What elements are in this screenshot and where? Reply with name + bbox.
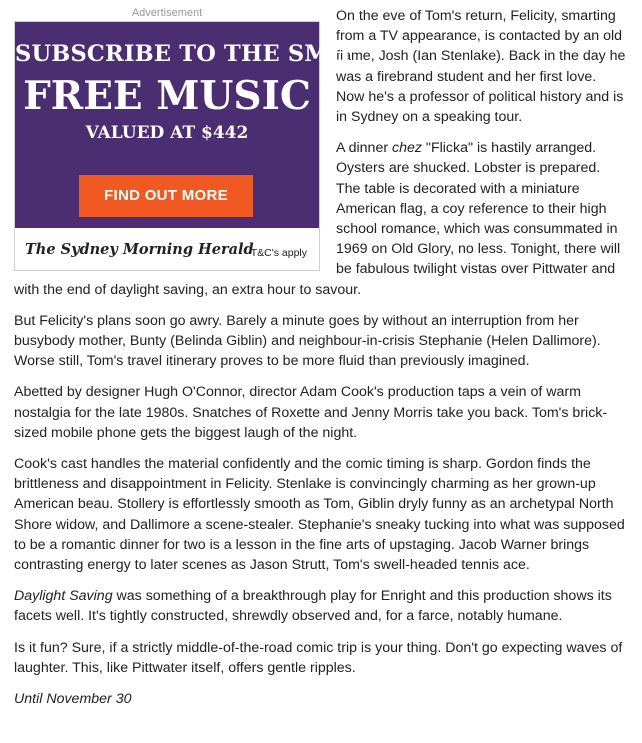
ad-offer: FREE MUSIC xyxy=(23,73,311,119)
ad-footer xyxy=(15,228,319,270)
ad-panel xyxy=(15,22,351,228)
ad-value: VALUED AT $442 xyxy=(85,123,249,143)
ad-headline: SUBSCRIBE TO THE SMH xyxy=(15,41,351,67)
smh-logo: The Sydney Morning Herald xyxy=(25,241,254,258)
ad-terms[interactable]: T&C's apply xyxy=(250,247,307,259)
paragraph-1: On the eve of Tom's return, Felicity, smarting from a TV appearance, is contacted by an old flame, Josh (Ian Stenlake). Back in the day he was a firebrand student and her first love. Now he's a professor of political history and is in Sydney on a speaking tour. xyxy=(336,8,626,126)
play-title: Daylight Saving xyxy=(14,588,113,605)
run-dates: Until November 30 xyxy=(14,691,132,708)
paragraph-5: Cook's cast handles the material confidently and the comic timing is sharp. Gordon finds the brittleness and disappointment in Felicity. Stenlake is convincingly charming as her grown-up American beau. Stollery is effortlessly smooth as Tom, Giblin dryly funny as an archetypal North Shore widow, and Dallimore a scene-stealer. Stephanie's sneaky tucking into what was supposed to be a romantic dinner for two is a lesson in the fine arts of upstaging. Jacob Warner brings contrasting energy to later scenes as Jason Strutt, Tom's swell-headed tennis ace. xyxy=(14,456,625,574)
paragraph-2-italic: chez xyxy=(392,140,422,157)
paragraph-4: Abetted by designer Hugh O'Connor, director Adam Cook's production taps a vein of warm nostalgia for the late 1980s. Snatches of Roxette and Jenny Morris take you back. Tom's brick-sized mobile phone gets the biggest laugh of the night. xyxy=(14,384,608,441)
paragraph-3: But Felicity's plans soon go awry. Barely a minute goes by without an interruption from her busybody mother, Bunty (Belinda Giblin) and neighbour-in-crisis Stephanie (Helen Dallimore). Worse still, Tom's travel itinerary proves to be more fluid than previously imagined. xyxy=(14,312,601,370)
paragraph-2-rest: "Flicka" is hastily arranged. Oysters are shucked. Lobster is prepared. The table is decorated with a miniature American flag, a coy reference to their high school romance, which was consummated in 1969 on Old Glory, no less. Tonight, there will be fabulous twilight vistas over Pittwater and with the end of daylight saving, an extra hour to savour. xyxy=(14,140,621,298)
ad-banner[interactable] xyxy=(14,21,351,271)
paragraph-7: Is it fun? Sure, if a strictly middle-of-the-road comic trip is your thing. Don't go expecting waves of laughter. This, like Pittwater itself, offers gentle ripples. xyxy=(14,639,623,676)
paragraph-6 xyxy=(14,586,628,626)
advertisement xyxy=(14,6,351,271)
paragraph-2-text: A dinner xyxy=(336,140,393,157)
ad-label: Advertisement xyxy=(131,7,203,19)
paragraph-6-text: was something of a breakthrough play for Enright and this production shows its facets well. It's tightly constructed, shrewdly observed and, for a farce, notably humane. xyxy=(14,588,612,625)
find-out-more-button[interactable]: FIND OUT MORE xyxy=(79,175,253,217)
article-body xyxy=(14,6,628,720)
